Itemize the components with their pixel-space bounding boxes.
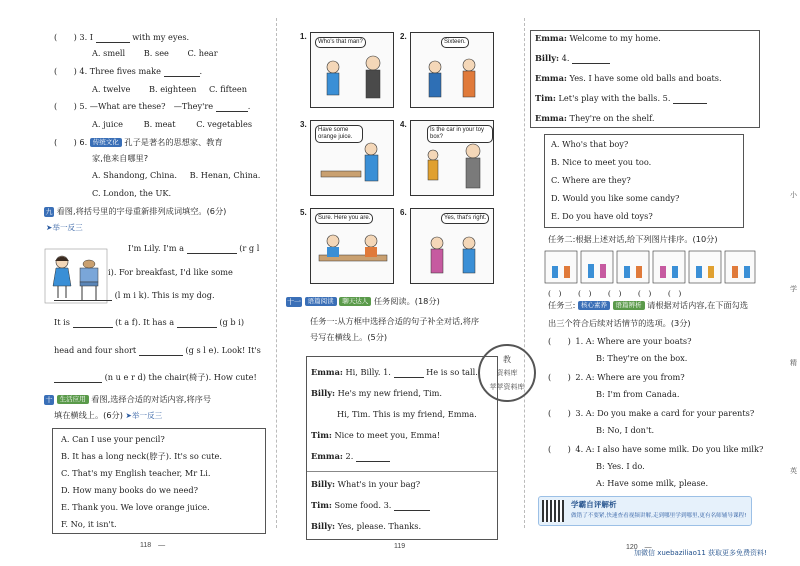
option: D. How many books do we need?: [61, 485, 198, 495]
speech-bubble: Who's that man?: [315, 37, 366, 48]
dialog-text: Hi, Billy. 1.: [345, 367, 391, 377]
options-box: [52, 428, 266, 534]
picture-number: 6.: [400, 208, 407, 217]
dialog-line: [311, 479, 420, 490]
speaker: Tim:: [311, 430, 332, 440]
stamp-text: 资料库: [496, 369, 518, 377]
speaker: Tim:: [311, 500, 332, 510]
option: A. Who's that boy?: [551, 139, 629, 149]
task-2-instruction: 任务二:根据上述对话,给下列图片排序。(10分): [548, 234, 718, 244]
order-blank[interactable]: ( ): [548, 289, 562, 298]
chat-tag: 聊天达人: [339, 297, 371, 306]
option: D. Would you like some candy?: [551, 193, 680, 203]
self-check-banner[interactable]: [538, 496, 752, 526]
dialog-text: What's in your bag?: [337, 479, 421, 489]
task-3-label: 任务三:: [548, 300, 576, 310]
question-text: with my eyes.: [132, 32, 190, 42]
right-page: [530, 0, 800, 566]
answer-blank[interactable]: [216, 102, 248, 112]
dialog-box-continued: [530, 30, 760, 128]
banner-title: 学霸自评解析: [571, 500, 617, 509]
answer-blank[interactable]: [54, 373, 102, 383]
section-number: 十一: [287, 297, 301, 306]
passage-text: It is: [54, 317, 70, 327]
answer-paren[interactable]: ( ): [54, 137, 77, 147]
passage-line-2: [108, 267, 233, 278]
option: B. It has a long neck(脖子). It's so cute.: [61, 451, 222, 461]
section-number: 十: [45, 395, 53, 404]
question-text: 4. A: I also have some milk. Do you like milk?: [575, 444, 764, 454]
question-text: 孔子是著名的思想家、教育: [124, 137, 223, 147]
speaker: Emma:: [311, 451, 343, 461]
question-text: 5. —What are these? —They're: [79, 101, 214, 111]
practice-link-label: 举一反三: [131, 411, 163, 420]
dialog-text: 2.: [345, 451, 354, 461]
passage-line-3: [54, 290, 215, 301]
option: B. meat: [143, 119, 176, 129]
practice-link-label: 举一反三: [52, 223, 83, 232]
dialog-line: [311, 521, 421, 532]
option: C. fifteen: [209, 84, 247, 94]
answer-text: B: They're on the box.: [596, 353, 688, 363]
option: A. smell: [92, 48, 126, 58]
task-3-q1: [548, 336, 691, 347]
dialog-divider: [307, 471, 497, 472]
watermark-stamp: [478, 344, 536, 402]
dialog-text: 4.: [561, 53, 570, 63]
analysis-tag: 语篇辨析: [613, 301, 645, 310]
dialog-line: [311, 367, 478, 378]
question-text: 3. I: [79, 32, 94, 42]
answer-blank[interactable]: [572, 54, 610, 64]
task-1-instruction: 任务一:从方框中选择合适的句子补全对话,将序: [310, 316, 480, 326]
speaker: Billy:: [311, 479, 336, 489]
question-text: 1. A: Where are your boats?: [575, 336, 692, 346]
speaker: Billy:: [311, 388, 336, 398]
page-divider: [276, 18, 278, 528]
side-label: 精: [790, 359, 797, 367]
passage-text: I'm Lily. I'm a: [128, 243, 184, 253]
order-blank[interactable]: ( ): [667, 289, 682, 298]
picture-number: 1.: [300, 32, 307, 41]
speaker: Billy:: [535, 53, 560, 63]
page-divider: [524, 18, 526, 528]
speech-bubble: Have some orange juice.: [315, 125, 363, 143]
dialog-text: Welcome to my home.: [569, 33, 661, 43]
left-page: [0, 0, 270, 566]
speech-bubble: Sixteen.: [441, 37, 469, 48]
options: [92, 48, 218, 59]
option: B. see: [143, 48, 169, 58]
sequence-brackets: [544, 288, 756, 299]
life-tag: 生活应用: [57, 395, 89, 404]
dialog-text: He's my new friend, Tim.: [337, 388, 442, 398]
picture-number: 3.: [300, 120, 307, 129]
task-3-instruction: 出三个符合后续对话情节的选项。(3分): [548, 318, 691, 328]
answer-text: B: I'm from Canada.: [596, 389, 680, 399]
dialog-line: [311, 430, 440, 441]
option: C. London, the UK.: [92, 188, 172, 198]
picture-3: [310, 120, 394, 196]
passage-text: (l m i k). This is my dog.: [114, 290, 215, 300]
dialog-text: He is so tall.: [426, 367, 478, 377]
section-title: 填在横线上。(6分): [54, 410, 123, 420]
qr-code-icon[interactable]: [542, 500, 564, 522]
section-title: 任务阅读。(18分): [373, 296, 440, 306]
passage-text: head and four short: [54, 345, 137, 355]
question-4: [54, 66, 202, 77]
section-9-heading: [44, 206, 226, 217]
options: [92, 84, 247, 95]
answer-text: A: Have some milk, please.: [596, 478, 709, 488]
passage-text: (r g l: [239, 243, 260, 253]
speaker: Emma:: [535, 73, 567, 83]
options: [92, 119, 252, 130]
stamp-text: 教: [503, 355, 511, 364]
speech-bubble: Yes, that's right.: [441, 213, 489, 224]
side-label: 学: [790, 285, 797, 293]
side-label: 英: [790, 467, 797, 475]
picture-4: [410, 120, 494, 196]
order-blank[interactable]: ( ): [637, 289, 652, 298]
stamp-text: 苹苹资料库: [489, 383, 525, 391]
dialog-line: [311, 500, 430, 511]
question-text: .: [247, 101, 251, 111]
passage-line-1: [128, 243, 259, 254]
option: B. Nice to meet you too.: [551, 157, 652, 167]
task-3-q3: [548, 408, 754, 419]
option: C. hear: [187, 48, 218, 58]
option: C. That's my English teacher, Mr Li.: [61, 468, 211, 478]
answer-paren[interactable]: ( ): [548, 408, 571, 418]
dialog-box: [306, 356, 498, 540]
picture-2: [410, 32, 494, 108]
answer-blank[interactable]: [356, 452, 390, 462]
speech-bubble: Is the car in your toy box?: [427, 125, 493, 143]
picture-number: 2.: [400, 32, 407, 41]
picture-number: 4.: [400, 120, 407, 129]
side-label: 小: [790, 191, 797, 199]
footer-promo-text[interactable]: 加微信 xuebaziliao11 获取更多免费资料!: [634, 549, 767, 557]
answer-blank[interactable]: [164, 67, 200, 77]
question-number: 6.: [79, 137, 88, 147]
options: [92, 170, 260, 181]
dialog-line: [535, 73, 722, 84]
passage-text: (n u e r d) the chair(椅子). How cute!: [104, 372, 257, 382]
culture-tag: 传统文化: [90, 138, 122, 147]
dialog-line: [535, 53, 610, 64]
order-blank[interactable]: ( ): [607, 289, 622, 298]
order-blank[interactable]: ( ): [577, 289, 592, 298]
question-5: [54, 101, 250, 112]
dialog-line: [535, 93, 707, 104]
answer-paren[interactable]: ( ): [548, 372, 571, 382]
answer-paren[interactable]: ( ): [548, 336, 571, 346]
section-title: 看图,将括号里的字母重新排列成词填空。(6分): [56, 206, 227, 216]
dialog-line: [311, 451, 390, 462]
core-tag: 核心素养: [578, 301, 610, 310]
question-text: 2. A: Where are you from?: [575, 372, 685, 382]
dialog-line: [535, 113, 654, 124]
question-text: 3. A: Do you make a card for your parents?: [575, 408, 755, 418]
question-text: .: [199, 66, 203, 76]
question-6: [54, 137, 223, 148]
speaker: Emma:: [311, 367, 343, 377]
answer-blank[interactable]: [139, 346, 183, 356]
section-11-heading: [286, 296, 440, 307]
dialog-text: Hi, Tim. This is my friend, Emma.: [337, 409, 477, 419]
passage-text: (t a f). It has a: [115, 317, 175, 327]
passage-line-4: [54, 317, 244, 328]
task-3-q4: [548, 444, 763, 455]
option: F. No, it isn't.: [61, 519, 117, 529]
passage-text: (g b i): [219, 317, 245, 327]
answer-blank[interactable]: [394, 501, 430, 511]
practice-link[interactable]: ➤举一反三: [125, 411, 163, 420]
answer-text: B: Yes. I do.: [596, 461, 645, 471]
option: A. Can I use your pencil?: [61, 434, 165, 444]
dialog-text: Let's play with the balls. 5.: [558, 93, 671, 103]
task-3-instruction: [548, 300, 748, 311]
answer-paren[interactable]: ( ): [548, 444, 571, 454]
section-10-heading: [44, 394, 211, 405]
question-text: 家,他来自哪里?: [92, 153, 149, 163]
picture-number: 5.: [300, 208, 307, 217]
question-text: 4. Three fives make: [79, 66, 161, 76]
passage-line-5: [54, 345, 261, 356]
option: A. Shandong, China.: [92, 170, 177, 180]
dialog-text: Nice to meet you, Emma!: [334, 430, 441, 440]
task-1-instruction: 号写在横线上。(5分): [310, 332, 388, 342]
option: B. Henan, China.: [189, 170, 261, 180]
passage-text: i). For breakfast, I'd like some: [108, 267, 233, 277]
answer-paren[interactable]: ( ): [54, 101, 77, 111]
section-title: 看图,选择合适的对话内容,将序号: [91, 394, 212, 404]
option: E. Thank you. We love orange juice.: [61, 502, 210, 512]
answer-blank[interactable]: [187, 244, 237, 254]
speaker: Tim:: [535, 93, 556, 103]
option: A. twelve: [92, 84, 131, 94]
dialog-text: They're on the shelf.: [569, 113, 655, 123]
dialog-line: [311, 388, 442, 399]
section-number: 九: [45, 207, 53, 216]
answer-blank[interactable]: [394, 368, 424, 378]
answer-blank[interactable]: [54, 291, 112, 301]
page-number: 119: [394, 543, 406, 550]
option: C. Where are they?: [551, 175, 631, 185]
question-3: [54, 32, 189, 43]
answer-blank[interactable]: [96, 33, 130, 43]
page-number: 118 —: [140, 542, 166, 549]
practice-link[interactable]: ➤举一反三: [46, 223, 83, 232]
page-number: 120 —: [626, 544, 652, 551]
options-box: [544, 134, 744, 228]
banner-text: 做错了不要紧,快速查看视频讲解,走到哪里学到哪里,更有名师辅导课程!: [571, 513, 747, 519]
picture-6: [410, 208, 494, 284]
speaker: Billy:: [311, 521, 336, 531]
reading-tag: 语篇阅读: [305, 297, 337, 306]
picture-1: [310, 32, 394, 108]
dialog-text: Yes. I have some old balls and boats.: [569, 73, 722, 83]
option: A. juice: [92, 119, 123, 129]
answer-paren[interactable]: ( ): [54, 66, 77, 76]
answer-blank[interactable]: [673, 94, 707, 104]
answer-text: B: No, I don't.: [596, 425, 655, 435]
task-3-text: 请根据对话内容,在下面勾选: [647, 300, 749, 310]
answer-blank[interactable]: [73, 318, 113, 328]
section-10-heading-2: [54, 410, 162, 421]
speaker: Emma:: [535, 113, 567, 123]
sequence-pictures: [544, 250, 756, 286]
dialog-line: [535, 33, 661, 44]
option: E. Do you have old toys?: [551, 211, 653, 221]
passage-line-6: [54, 372, 257, 383]
answer-paren[interactable]: ( ): [54, 32, 77, 42]
dialog-text: Some food. 3.: [334, 500, 392, 510]
passage-text: (g s l e). Look! It's: [185, 345, 261, 355]
option: C. vegetables: [196, 119, 253, 129]
picture-5: [310, 208, 394, 284]
answer-blank[interactable]: [177, 318, 217, 328]
option: B. eighteen: [148, 84, 197, 94]
task-3-q2: [548, 372, 685, 383]
speech-bubble: Sure. Here you are.: [315, 213, 373, 224]
speaker: Emma:: [535, 33, 567, 43]
dialog-text: Yes, please. Thanks.: [337, 521, 422, 531]
middle-page: [282, 0, 525, 566]
